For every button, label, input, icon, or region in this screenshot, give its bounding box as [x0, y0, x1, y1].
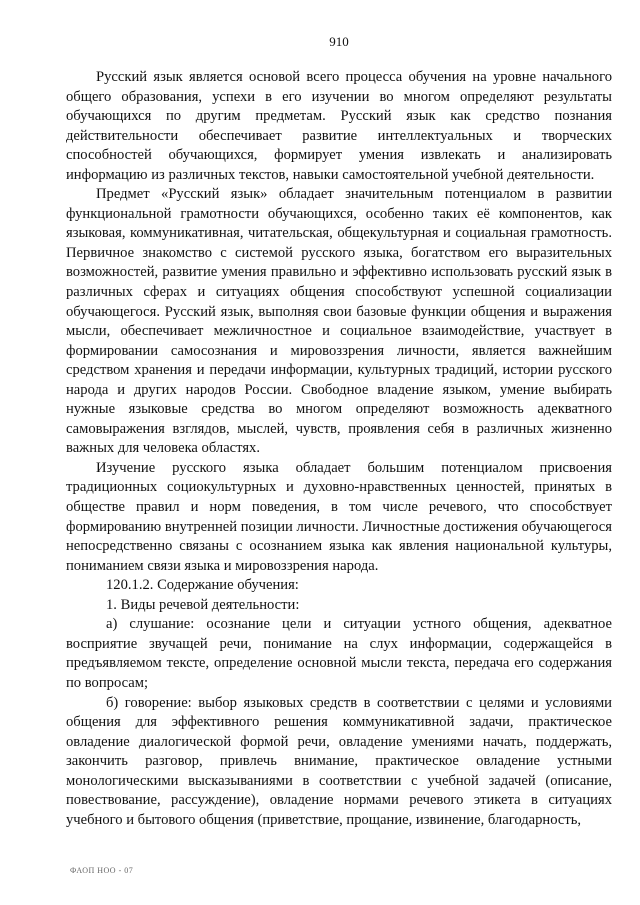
subheading: 1. Виды речевой деятельности: [106, 596, 300, 613]
paragraph-study: Изучение русского языка обладает большим потенциалом присвоения традиционных социокультурных и духовно-нравственных ценностей, принятых в обществе правил и норм поведения, в том числе речевого, что способствует формированию внутренней позиции личности. Личностные достижения обучающегося непосредственно связаны с осознанием языка как явления национальной культуры, пониманием связи языка и мировоззрения народа. [66, 459, 612, 574]
paragraph-subject: Предмет «Русский язык» обладает значительным потенциалом в развитии функциональной грамотности обучающихся, особенно таких её компонентов, как языковая, коммуникативная, читательская, общекультурная и социальная грамотность. Первичное знакомство с системой русского языка, богатством его выразительных возможностей, развитие умения правильно и эффективно использовать русский язык в различных сферах и ситуациях общения способствуют успешной социализации обучающегося. Русский язык, выполняя свои базовые функции общения и выражения мысли, обеспечивает межличностное и социальное взаимодействие, участвует в формировании самосознания и мировоззрения личности, является важнейшим средством хранения и передачи информации, культурных традиций, истории русского народа и других народов России. Свободное владение языком, умение выбирать нужные языковые средства во многом определяют возможность адекватного самовыражения взглядов, мыслей, чувств, проявления себя в различных жизненно важных для человека областях. [66, 186, 612, 457]
paragraph-intro: Русский язык является основой всего процесса обучения на уровне начального общего образования, успехи в его изучении во многом определяют результаты обучающихся по другим предметам. Русский язык как средство познания действительности обеспечивает развитие интеллектуальных и творческих способностей обучающихся, формирует умения извлекать и анализировать информацию из различных текстов, навыки самостоятельной учебной деятельности. [66, 69, 612, 183]
document-body [66, 68, 612, 830]
list-item-speaking: б) говорение: выбор языковых средств в соответствии с целями и условиями общения для эффективного решения коммуникативной задачи, практическое овладение диалогической формой речи, овладение умениями начать, поддержать, закончить разговор, привлечь внимание, практическое овладение устными монологическими высказываниями в соответствии с учебной задачей (описание, повествование, рассуждение), овладение нормами речевого этикета в ситуациях учебного и бытового общения (приветствие, прощание, извинение, благодарность, [66, 694, 612, 828]
page-footer: ФАОП НОО - 07 [70, 866, 134, 875]
list-item-listening: а) слушание: осознание цели и ситуации устного общения, адекватное восприятие звучащей речи, понимание на слух информации, содержащейся в предъявляемом тексте, определение основной мысли текста, передача его содержания по вопросам; [66, 616, 612, 691]
section-heading: 120.1.2. Содержание обучения: [106, 577, 299, 594]
page-number: 910 [329, 34, 349, 49]
